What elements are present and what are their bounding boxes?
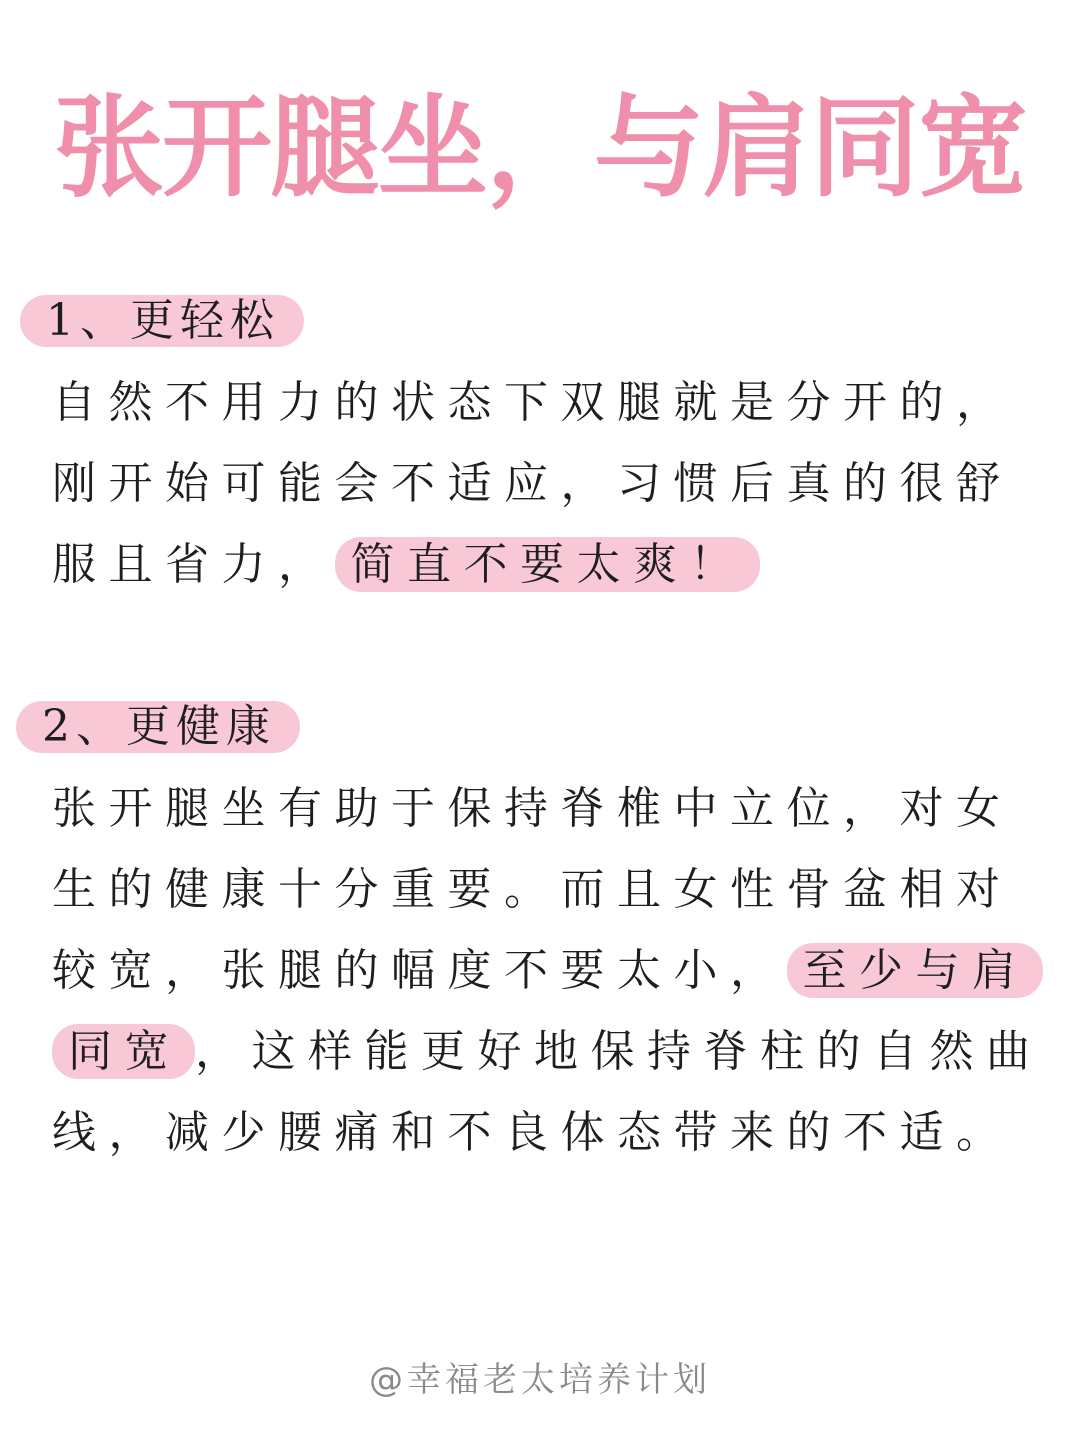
highlight-text: 简直不要太爽！ [335, 537, 761, 592]
section-body-easier [52, 362, 1052, 605]
highlight-text: 至少与肩同宽 [52, 943, 1043, 1079]
page-title: 张开腿坐，与肩同宽 [54, 83, 1026, 212]
section-body-healthier [52, 768, 1052, 1173]
author-watermark: @幸福老太培养计划 [369, 1360, 711, 1400]
section-heading-healthier: 2、更健康 [16, 701, 300, 753]
section-heading-easier: 1、更轻松 [20, 295, 304, 347]
body-text: 自然不用力的状态下双腿就是分开的，刚开始可能会不适应，习惯后真的很舒服且省力， [52, 377, 1013, 590]
body-text-continued: ，这样能更好地保持脊柱的自然曲线，减少腰痛和不良体态带来的不适。 [52, 1026, 1043, 1158]
body-text: 张开腿坐有助于保持脊椎中立位，对女生的健康十分重要。而且女性骨盆相对较宽，张腿的幅度不要太小， [52, 783, 1013, 996]
